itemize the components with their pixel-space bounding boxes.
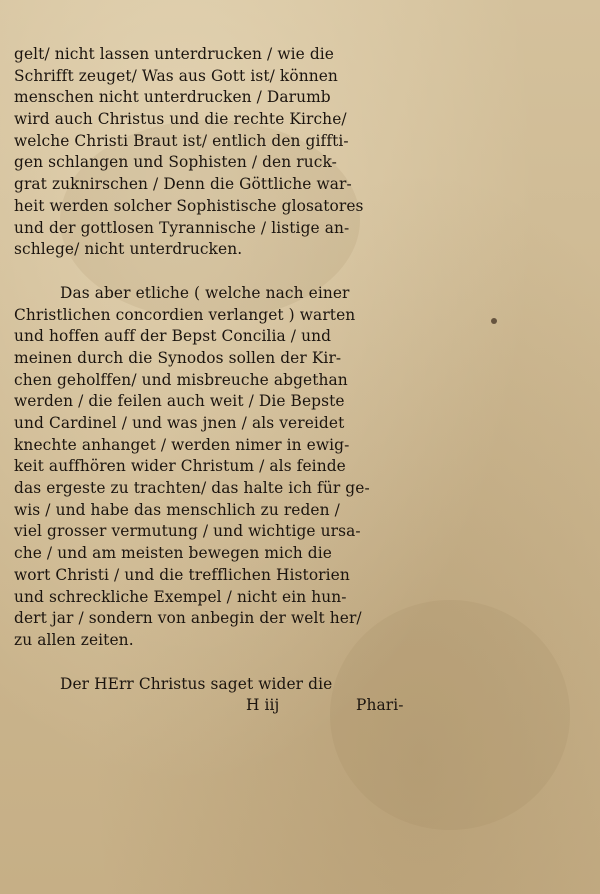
paragraph-gap <box>14 652 434 674</box>
text-line: chen geholffen/ und misbreuche abgethan <box>14 370 348 389</box>
text-line: Das aber etliche ( welche nach einer <box>60 283 350 302</box>
text-line: und hoffen auff der Bepst Concilia / und <box>14 327 332 346</box>
text-line: keit auffhören wider Christum / als feinde <box>14 457 346 476</box>
catchword: Phari- <box>356 696 404 715</box>
text-line: zu allen zeiten. <box>14 630 134 649</box>
text-line: und schreckliche Exempel / nicht ein hun- <box>14 587 347 606</box>
text-line: und Cardinel / und was jnen / als vereidet <box>14 414 345 432</box>
paragraph-gap <box>14 261 434 283</box>
text-line: welche Christi Braut ist/ entlich den giffti- <box>14 131 349 150</box>
text-line: wis / und habe das menschlich zu reden / <box>14 500 340 519</box>
text-line: meinen durch die Synodos sollen der Kir- <box>14 348 342 367</box>
text-line: gelt/ nicht lassen unterdrucken / wie die <box>14 45 335 63</box>
text-line: Christlichen concordien verlanget ) warten <box>14 305 356 324</box>
text-line: che / und am meisten bewegen mich die <box>14 544 332 563</box>
text-line: dert jar / sondern von anbegin der welt her/ <box>14 609 362 628</box>
text-line: gen schlangen und Sophisten / den ruck- <box>14 153 337 172</box>
text-line: Schrifft zeuget/ Was aus Gott ist/ können <box>14 66 338 85</box>
text-line: knechte anhanget / werden nimer in ewig- <box>14 435 350 454</box>
page-footer <box>14 695 434 717</box>
text-line: viel grosser vermutung / und wichtige ursa- <box>14 522 361 541</box>
paragraph-2 <box>14 283 434 652</box>
signature-mark: H iij <box>246 696 280 715</box>
paragraph-3-first-line: Der HErr Christus saget wider die <box>60 674 333 693</box>
text-line: wort Christi / und die trefflichen Historien <box>14 565 350 584</box>
text-line: schlege/ nicht unterdrucken. <box>14 240 243 259</box>
text-line: menschen nicht unterdrucken / Darumb <box>14 88 331 107</box>
page-text <box>14 44 434 717</box>
ink-spot <box>491 318 497 324</box>
text-line: werden / die feilen auch weit / Die Bepste <box>14 392 345 411</box>
text-line: wird auch Christus und die rechte Kirche/ <box>14 110 347 129</box>
text-line: das ergeste zu trachten/ das halte ich für ge- <box>14 479 370 498</box>
text-line: grat zuknirschen / Denn die Göttliche war- <box>14 175 352 194</box>
paragraph-1 <box>14 44 434 261</box>
text-line: heit werden solcher Sophistische glosatores <box>14 196 364 215</box>
text-line: und der gottlosen Tyrannische / listige an- <box>14 218 350 237</box>
